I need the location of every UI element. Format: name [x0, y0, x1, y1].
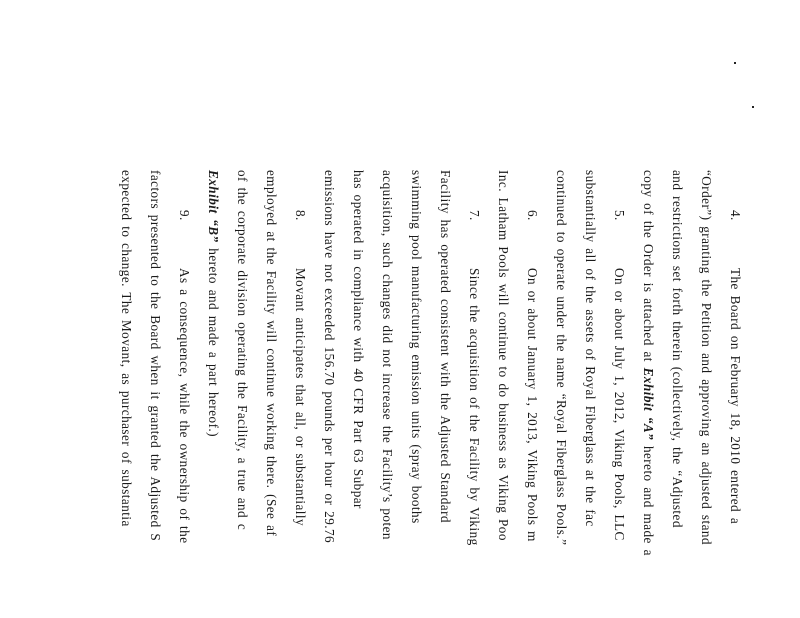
paragraph-9-line-2: factors presented to the Board when it granted the Adjusted S [148, 170, 163, 542]
paragraph-number: 8. [293, 210, 308, 221]
paragraph-text: The Board on February 18, 2010 entered a [728, 268, 743, 525]
paragraph-text: copy of the Order is attached at [641, 170, 656, 368]
paragraph-text: Since the acquisition of the Facility by Viking [467, 268, 482, 546]
paragraph-8-line-1 [291, 210, 309, 526]
paragraph-7-line-2: Facility has operated consistent with the Adjusted Standard [438, 170, 453, 523]
paragraph-6-line-1 [523, 210, 541, 542]
paragraph-5-line-3: continued to operate under the name “Royal Fiberglass Pools.” [554, 170, 569, 546]
scan-speck [752, 106, 754, 108]
paragraph-text: hereto and made a [641, 440, 656, 556]
paragraph-4-line-3: and restrictions set forth therein (collectively, the “Adjusted [670, 170, 685, 528]
paragraph-number: 6. [525, 210, 540, 221]
paragraph-7-line-4: acquisition, such changes did not increase the Facility’s poten [380, 170, 395, 540]
paragraph-7-line-1 [465, 210, 483, 546]
paragraph-9-line-1 [175, 210, 193, 544]
paragraph-5-line-1 [610, 210, 628, 541]
paragraph-8-line-4 [204, 170, 222, 437]
paragraph-4-line-2: “Order”) granting the Petition and approving an adjusted stand [699, 170, 714, 545]
paragraph-5-line-2: substantially all of the assets of Royal Fiberglass at the fac [583, 170, 598, 527]
paragraph-8-line-3: of the corporate division operating the Facility, a true and c [235, 170, 250, 531]
paragraph-text: As a consequence, while the ownership of the [177, 268, 192, 544]
paragraph-text: On or about July 1, 2012, Viking Pools, LLC [612, 268, 627, 541]
paragraph-4-line-4 [639, 170, 657, 556]
paragraph-4-line-1 [726, 210, 744, 524]
paragraph-number: 4. [728, 210, 743, 221]
paragraph-text: On or about January 1, 2013, Viking Pools m [525, 268, 540, 542]
paragraph-number: 9. [177, 210, 192, 221]
paragraph-text: Movant anticipates that all, or substantially [293, 268, 308, 527]
paragraph-7-line-5: has operated in compliance with 40 CFR Part 63 Subpar [351, 170, 366, 509]
paragraph-7-line-6: emissions have not exceeded 156.70 pounds per hour or 29.76 [322, 170, 337, 544]
paragraph-9-line-3: expected to change. The Movant, as purchaser of substantia [119, 170, 134, 527]
paragraph-6-line-2: Inc. Latham Pools will continue to do business as Viking Poo [496, 170, 511, 541]
paragraph-text: hereto and made a part hereof.) [206, 242, 221, 437]
exhibit-b-reference: Exhibit “B” [206, 170, 221, 243]
paragraph-8-line-2: employed at the Facility will continue working there. (See af [264, 170, 279, 537]
paragraph-7-line-3: swimming pool manufacturing emission units (spray booths [409, 170, 424, 524]
paragraph-number: 7. [467, 210, 482, 221]
scan-speck [734, 62, 736, 64]
paragraph-number: 5. [612, 210, 627, 221]
exhibit-a-reference: Exhibit “A” [641, 367, 656, 441]
